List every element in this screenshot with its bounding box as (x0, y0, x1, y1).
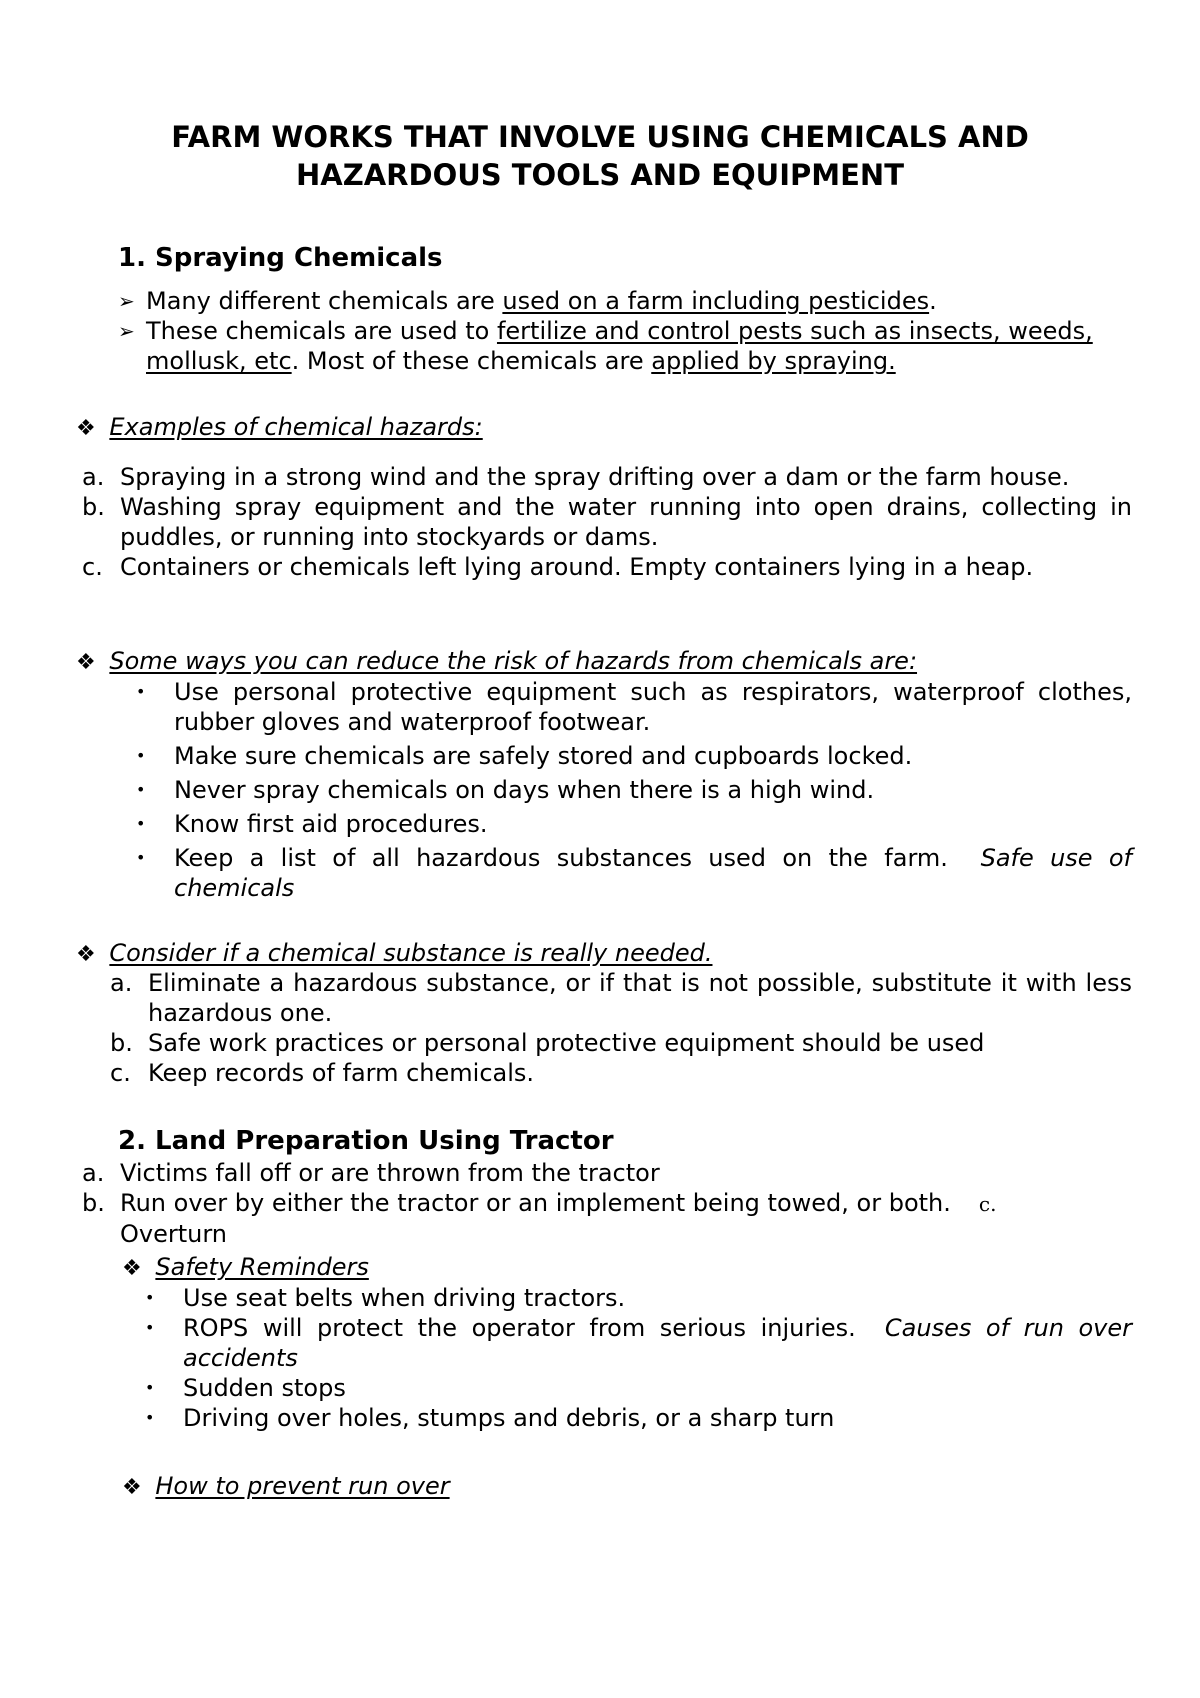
list-item: • Sudden stops (145, 1374, 346, 1402)
list-item: c. Keep records of farm chemicals. (110, 1059, 535, 1087)
list-item: a. Eliminate a hazardous substance, or if that is not possible, substitute it with less hazardous one. (110, 969, 1132, 1027)
list-item: • Keep a list of all hazardous substances used on the farm. Safe use of chemicals (136, 844, 1133, 902)
safety-reminders-heading (122, 1252, 369, 1284)
list-item: a. Spraying in a strong wind and the spray drifting over a dam or the farm house. (82, 463, 1070, 491)
section-1-bullets (118, 286, 1118, 376)
bullet-icon: • (136, 746, 146, 765)
consider-list (110, 968, 1132, 1088)
consider-heading-text: Consider if a chemical substance is really needed. (109, 939, 713, 967)
bullet-icon: • (145, 1318, 155, 1337)
bullet-icon: • (136, 682, 146, 701)
list-item: ➢ Many different chemicals are used on a farm including pesticides. (118, 287, 937, 315)
section-1-heading: 1. Spraying Chemicals (118, 243, 443, 273)
list-item: • Make sure chemicals are safely stored and cupboards locked. (136, 742, 913, 770)
list-item: b. Run over by either the tractor or an implement being towed, or both. c. Overturn (82, 1189, 997, 1248)
reduce-risk-heading (76, 646, 917, 678)
section-2-heading: 2. Land Preparation Using Tractor (118, 1126, 614, 1156)
prevent-run-over-heading-text: How to prevent run over (155, 1472, 450, 1500)
list-item: • Know first aid procedures. (136, 810, 488, 838)
list-item: c. Containers or chemicals left lying around. Empty containers lying in a heap. (82, 553, 1034, 581)
list-item: ➢ These chemicals are used to fertilize and control pests such as insects, weeds, mollusk, etc. Most of these chemicals are applied by spraying. (118, 317, 1093, 375)
title-line-1: FARM WORKS THAT INVOLVE USING CHEMICALS AND (171, 120, 1029, 154)
title-line-2: HAZARDOUS TOOLS AND EQUIPMENT (296, 158, 904, 192)
arrow-bullet-icon: ➢ (118, 289, 135, 313)
diamond-icon: ❖ (122, 1475, 142, 1500)
bullet-icon: • (145, 1408, 155, 1427)
bullet-icon: • (145, 1378, 155, 1397)
diamond-icon: ❖ (76, 650, 96, 675)
prevent-run-over-heading (122, 1471, 450, 1503)
examples-heading (76, 412, 483, 444)
examples-heading-text: Examples of chemical hazards: (109, 413, 483, 441)
bullet-icon: • (145, 1288, 155, 1307)
list-item: b. Washing spray equipment and the water running into open drains, collecting in puddles, or running into stockyards or dams. (82, 493, 1132, 551)
reduce-risk-list (136, 677, 1132, 903)
list-item: a. Victims fall off or are thrown from the tractor (82, 1159, 660, 1187)
bullet-icon: • (136, 780, 146, 799)
bullet-icon: • (136, 848, 146, 867)
list-item: • Use seat belts when driving tractors. (145, 1284, 626, 1312)
list-item: • Driving over holes, stumps and debris, or a sharp turn (145, 1404, 835, 1432)
document-title (100, 118, 1100, 194)
diamond-icon: ❖ (76, 942, 96, 967)
diamond-icon: ❖ (76, 416, 96, 441)
list-item: • ROPS will protect the operator from serious injuries. Causes of run over accidents (145, 1314, 1132, 1372)
consider-heading (76, 938, 712, 970)
diamond-icon: ❖ (122, 1256, 142, 1281)
list-item: • Use personal protective equipment such as respirators, waterproof clothes, rubber gloves and waterproof footwear. (136, 678, 1132, 736)
section-2-list (82, 1158, 1132, 1249)
safety-reminders-heading-text: Safety Reminders (155, 1253, 369, 1281)
safety-reminders-list (145, 1283, 1132, 1433)
examples-list (82, 462, 1132, 582)
list-item: b. Safe work practices or personal protective equipment should be used (110, 1029, 985, 1057)
list-item: • Never spray chemicals on days when there is a high wind. (136, 776, 875, 804)
reduce-risk-heading-text: Some ways you can reduce the risk of hazards from chemicals are: (109, 647, 918, 675)
arrow-bullet-icon: ➢ (118, 319, 135, 343)
bullet-icon: • (136, 814, 146, 833)
